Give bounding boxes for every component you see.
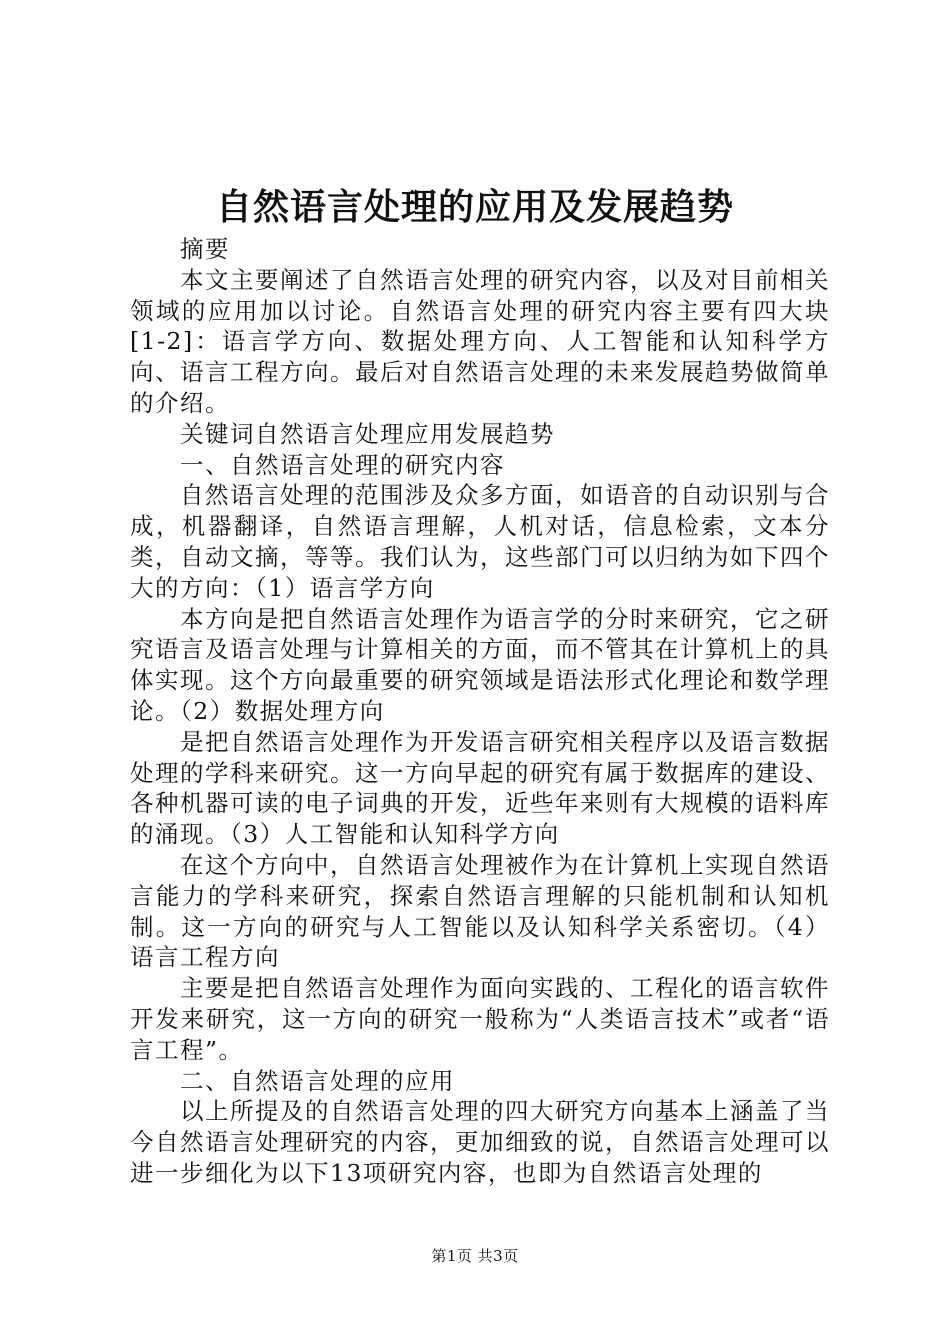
- abstract-heading: 摘要: [180, 235, 230, 263]
- document-title: 自然语言处理的应用及发展趋势: [215, 186, 734, 228]
- abstract-paragraph: 本文主要阐述了自然语言处理的研究内容，以及对目前相关领域的应用加以讨论。自然语言处理的研究内容主要有四大块[1-2]：语言学方向、数据处理方向、人工智能和认知科学方向、语言工程方向。最后对自然语言处理的未来发展趋势做简单的介绍。: [130, 265, 830, 417]
- page-number-footer: 第1页 共3页: [431, 1247, 519, 1265]
- section-heading-research: 一、自然语言处理的研究内容: [180, 450, 505, 479]
- keywords-line: 关键词自然语言处理应用发展趋势: [180, 419, 555, 448]
- body-paragraph: 主要是把自然语言处理作为面向实践的、工程化的语言软件开发来研究，这一方向的研究一般称为“人类语言技术”或者“语言工程”。: [130, 974, 830, 1064]
- document-body: [130, 234, 830, 1189]
- body-paragraph: 以上所提及的自然语言处理的四大研究方向基本上涵盖了当今自然语言处理研究的内容，更加细致的说，自然语言处理可以进一步细化为以下13项研究内容，也即为自然语言处理的: [130, 1097, 830, 1187]
- body-paragraph: 本方向是把自然语言处理作为语言学的分时来研究，它之研究语言及语言处理与计算相关的方面，而不管其在计算机上的具体实现。这个方向最重要的研究领域是语法形式化理论和数学理论。（2）数据处理方向: [130, 604, 830, 725]
- body-paragraph: 是把自然语言处理作为开发语言研究相关程序以及语言数据处理的学科来研究。这一方向早起的研究有属于数据库的建设、各种机器可读的电子词典的开发，近些年来则有大规模的语料库的涌现。（3）人工智能和认知科学方向: [130, 727, 830, 849]
- section-heading-applications: 二、自然语言处理的应用: [180, 1066, 455, 1095]
- body-paragraph: 自然语言处理的范围涉及众多方面，如语音的自动识别与合成，机器翻译，自然语言理解，人机对话，信息检索，文本分类，自动文摘，等等。我们认为，这些部门可以归纳为如下四个大的方向：（1）语言学方向: [130, 481, 830, 602]
- body-paragraph: 在这个方向中，自然语言处理被作为在计算机上实现自然语言能力的学科来研究，探索自然语言理解的只能机制和认知机制。这一方向的研究与人工智能以及认知科学关系密切。（4）语言工程方向: [130, 850, 830, 972]
